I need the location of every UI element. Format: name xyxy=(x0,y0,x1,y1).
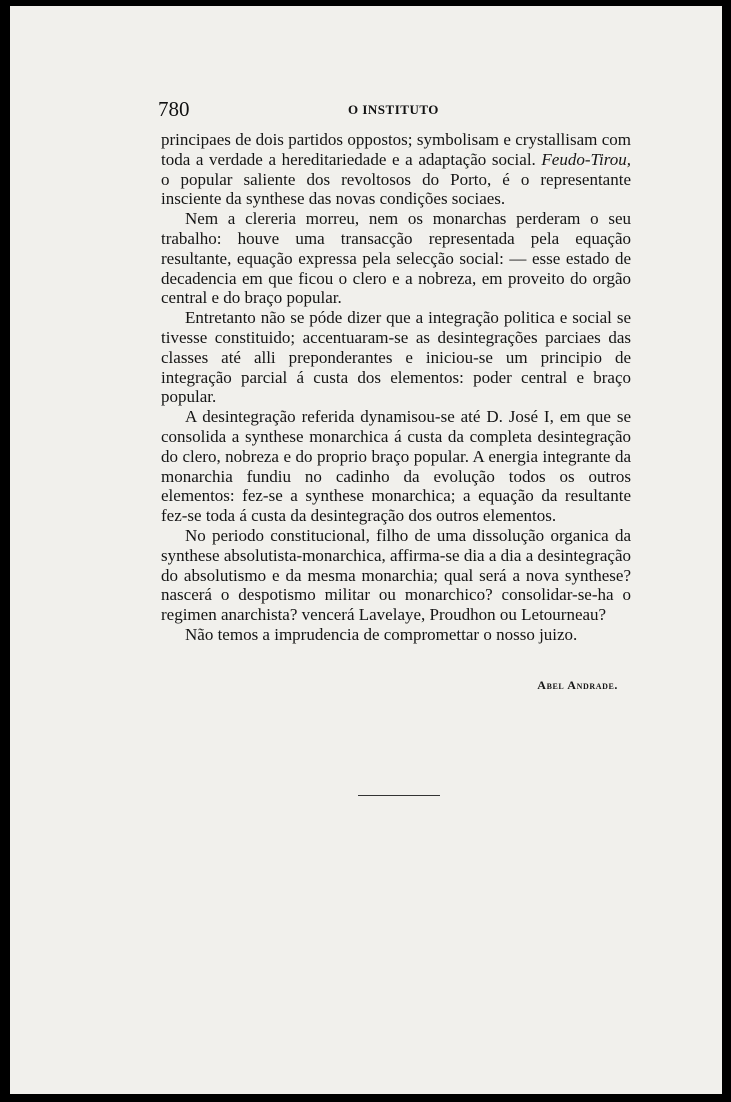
paragraph-4: A desintegração referida dynamisou-se até D. José I, em que se consolida a synthese monarchica á custa da completa desintegração do clero, nobreza e do proprio braço popular. A energia integrante da monarchia fundiu no cadinho da evolução todos os outros elementos: fez-se a synthese monarchica; a equação da resultante fez-se toda á custa da desintegração dos outros elementos. xyxy=(161,407,631,526)
running-title: O INSTITUTO xyxy=(348,102,439,117)
paragraph-3: Entretanto não se póde dizer que a integração politica e social se tivesse constituido; accentuaram-se as desintegrações parciaes das classes até alli preponderantes e iniciou-se um principio de integração parcial á custa dos elementos: poder central e braço popular. xyxy=(161,308,631,407)
paragraph-2: Nem a clereria morreu, nem os monarchas perderam o seu trabalho: houve uma transacção representada pela equação resultante, equação expressa pela selecção social: — esse estado de decadencia em que ficou o clero e a nobreza, em proveito do orgão central e do braço popular. xyxy=(161,209,631,308)
paragraph-5: No periodo constitucional, filho de uma dissolução organica da synthese absolutista-monarchica, affirma-se dia a dia a desintegração do absolutismo e da mesma monarchia; qual será a nova synthese? nascerá o despotismo militar ou monarchico? consolidar-se-ha o regimen anarchista? vencerá Lavelaye, Proudhon ou Letourneau? xyxy=(161,525,631,625)
page-number: 780 xyxy=(158,97,190,121)
author-signature: Abel Andrade. xyxy=(537,678,618,692)
paragraph-1 xyxy=(161,130,631,209)
body-text xyxy=(161,130,631,645)
paragraph-1-text-a: principaes de dois partidos oppostos; symbolisam e crystallisam com toda a verdade a hereditariedade e a adaptação social. xyxy=(161,130,631,169)
page-header xyxy=(158,97,638,123)
closing-rule xyxy=(358,795,440,796)
paragraph-1-text-b: o popular saliente dos revoltosos do Porto, é o representante insciente da synthese das novas condições sociaes. xyxy=(161,169,631,209)
paragraph-6: Não temos a imprudencia de compromettar o nosso juizo. xyxy=(185,624,578,644)
document-page xyxy=(10,6,722,1094)
paragraph-1-italic-name: Feudo-Tirou, xyxy=(541,149,631,169)
